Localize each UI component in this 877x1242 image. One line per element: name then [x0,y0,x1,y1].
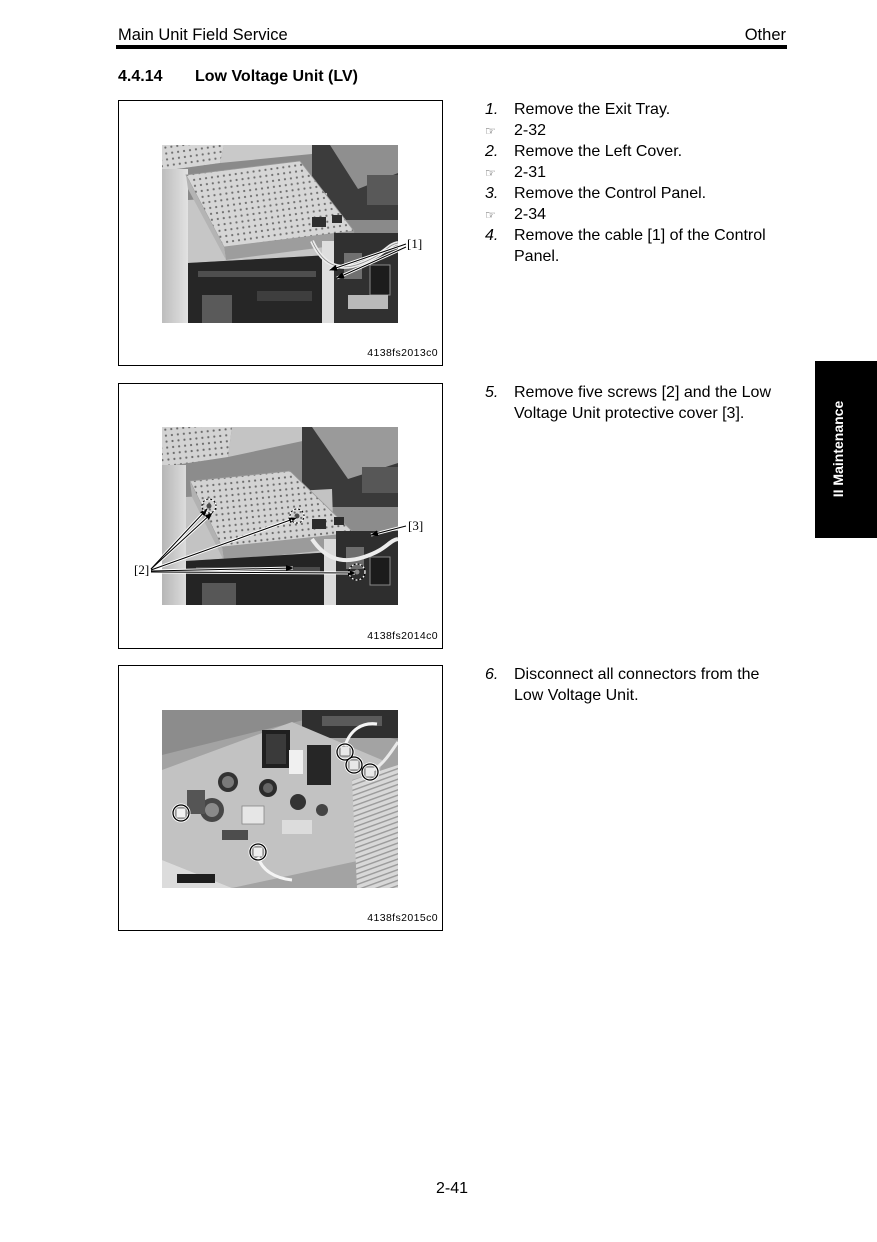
pointing-hand-icon [485,120,499,141]
step-number: 6. [485,666,499,683]
chapter-side-tab [815,361,877,538]
pointing-hand-icon [485,204,499,225]
step-number: 2. [485,143,499,160]
figure-3-connector-markers [119,666,442,930]
callout-arrow [330,244,406,270]
step-text: Remove the cable [1] of the Control Panel. [514,227,766,265]
procedure-steps-1-4 [485,99,785,267]
section-title: Low Voltage Unit (LV) [195,68,358,85]
page-reference-row[interactable] [485,162,785,183]
step-3 [485,183,785,204]
step-number: 1. [485,101,499,118]
figure-2 [118,383,443,649]
procedure-step-6 [485,664,785,706]
connector-marker [173,805,189,821]
callout-label-cover: [3] [408,518,424,533]
figure-1 [118,100,443,366]
step-text: Remove the Exit Tray. [514,101,671,118]
step-text: Disconnect all connectors from the Low Voltage Unit. [514,666,760,704]
step-text: Remove the Control Panel. [514,185,707,202]
page-number: 2-41 [435,1180,469,1197]
pointing-hand-icon [485,162,499,183]
page-reference[interactable]: 2-31 [514,164,547,181]
page-reference[interactable]: 2-32 [514,122,547,139]
step-text: Remove five screws [2] and the Low Voltage Unit protective cover [3]. [514,384,772,422]
step-text: Remove the Left Cover. [514,143,683,160]
callout-arrow-cover [371,526,406,535]
procedure-step-5 [485,382,785,424]
figure-3 [118,665,443,931]
connector-marker [362,764,378,780]
connector-marker [250,844,266,860]
step-6 [485,664,785,706]
step-1 [485,99,785,120]
figure-2-caption: 4138fs2014c0 [367,630,438,642]
figure-1-callout-arrows [119,101,442,365]
step-2 [485,141,785,162]
step-4 [485,225,785,267]
page-reference-row[interactable] [485,120,785,141]
callout-label-screws: [2] [134,562,150,577]
connector-marker [346,757,362,773]
chapter-side-tab-label: II Maintenance [830,400,846,498]
page-reference-row[interactable] [485,204,785,225]
figure-1-caption: 4138fs2013c0 [367,347,438,359]
section-number: 4.4.14 [118,68,163,85]
running-header-chapter: Other [744,26,786,44]
figure-3-caption: 4138fs2015c0 [367,912,438,924]
step-5 [485,382,785,424]
page-reference[interactable]: 2-34 [514,206,547,223]
running-header-title: Main Unit Field Service [118,26,288,44]
callout-label-cable: [1] [407,236,423,251]
header-rule [116,45,787,49]
step-number: 3. [485,185,499,202]
figure-2-callout-arrows [119,384,442,648]
step-number: 4. [485,227,499,244]
step-number: 5. [485,384,499,401]
